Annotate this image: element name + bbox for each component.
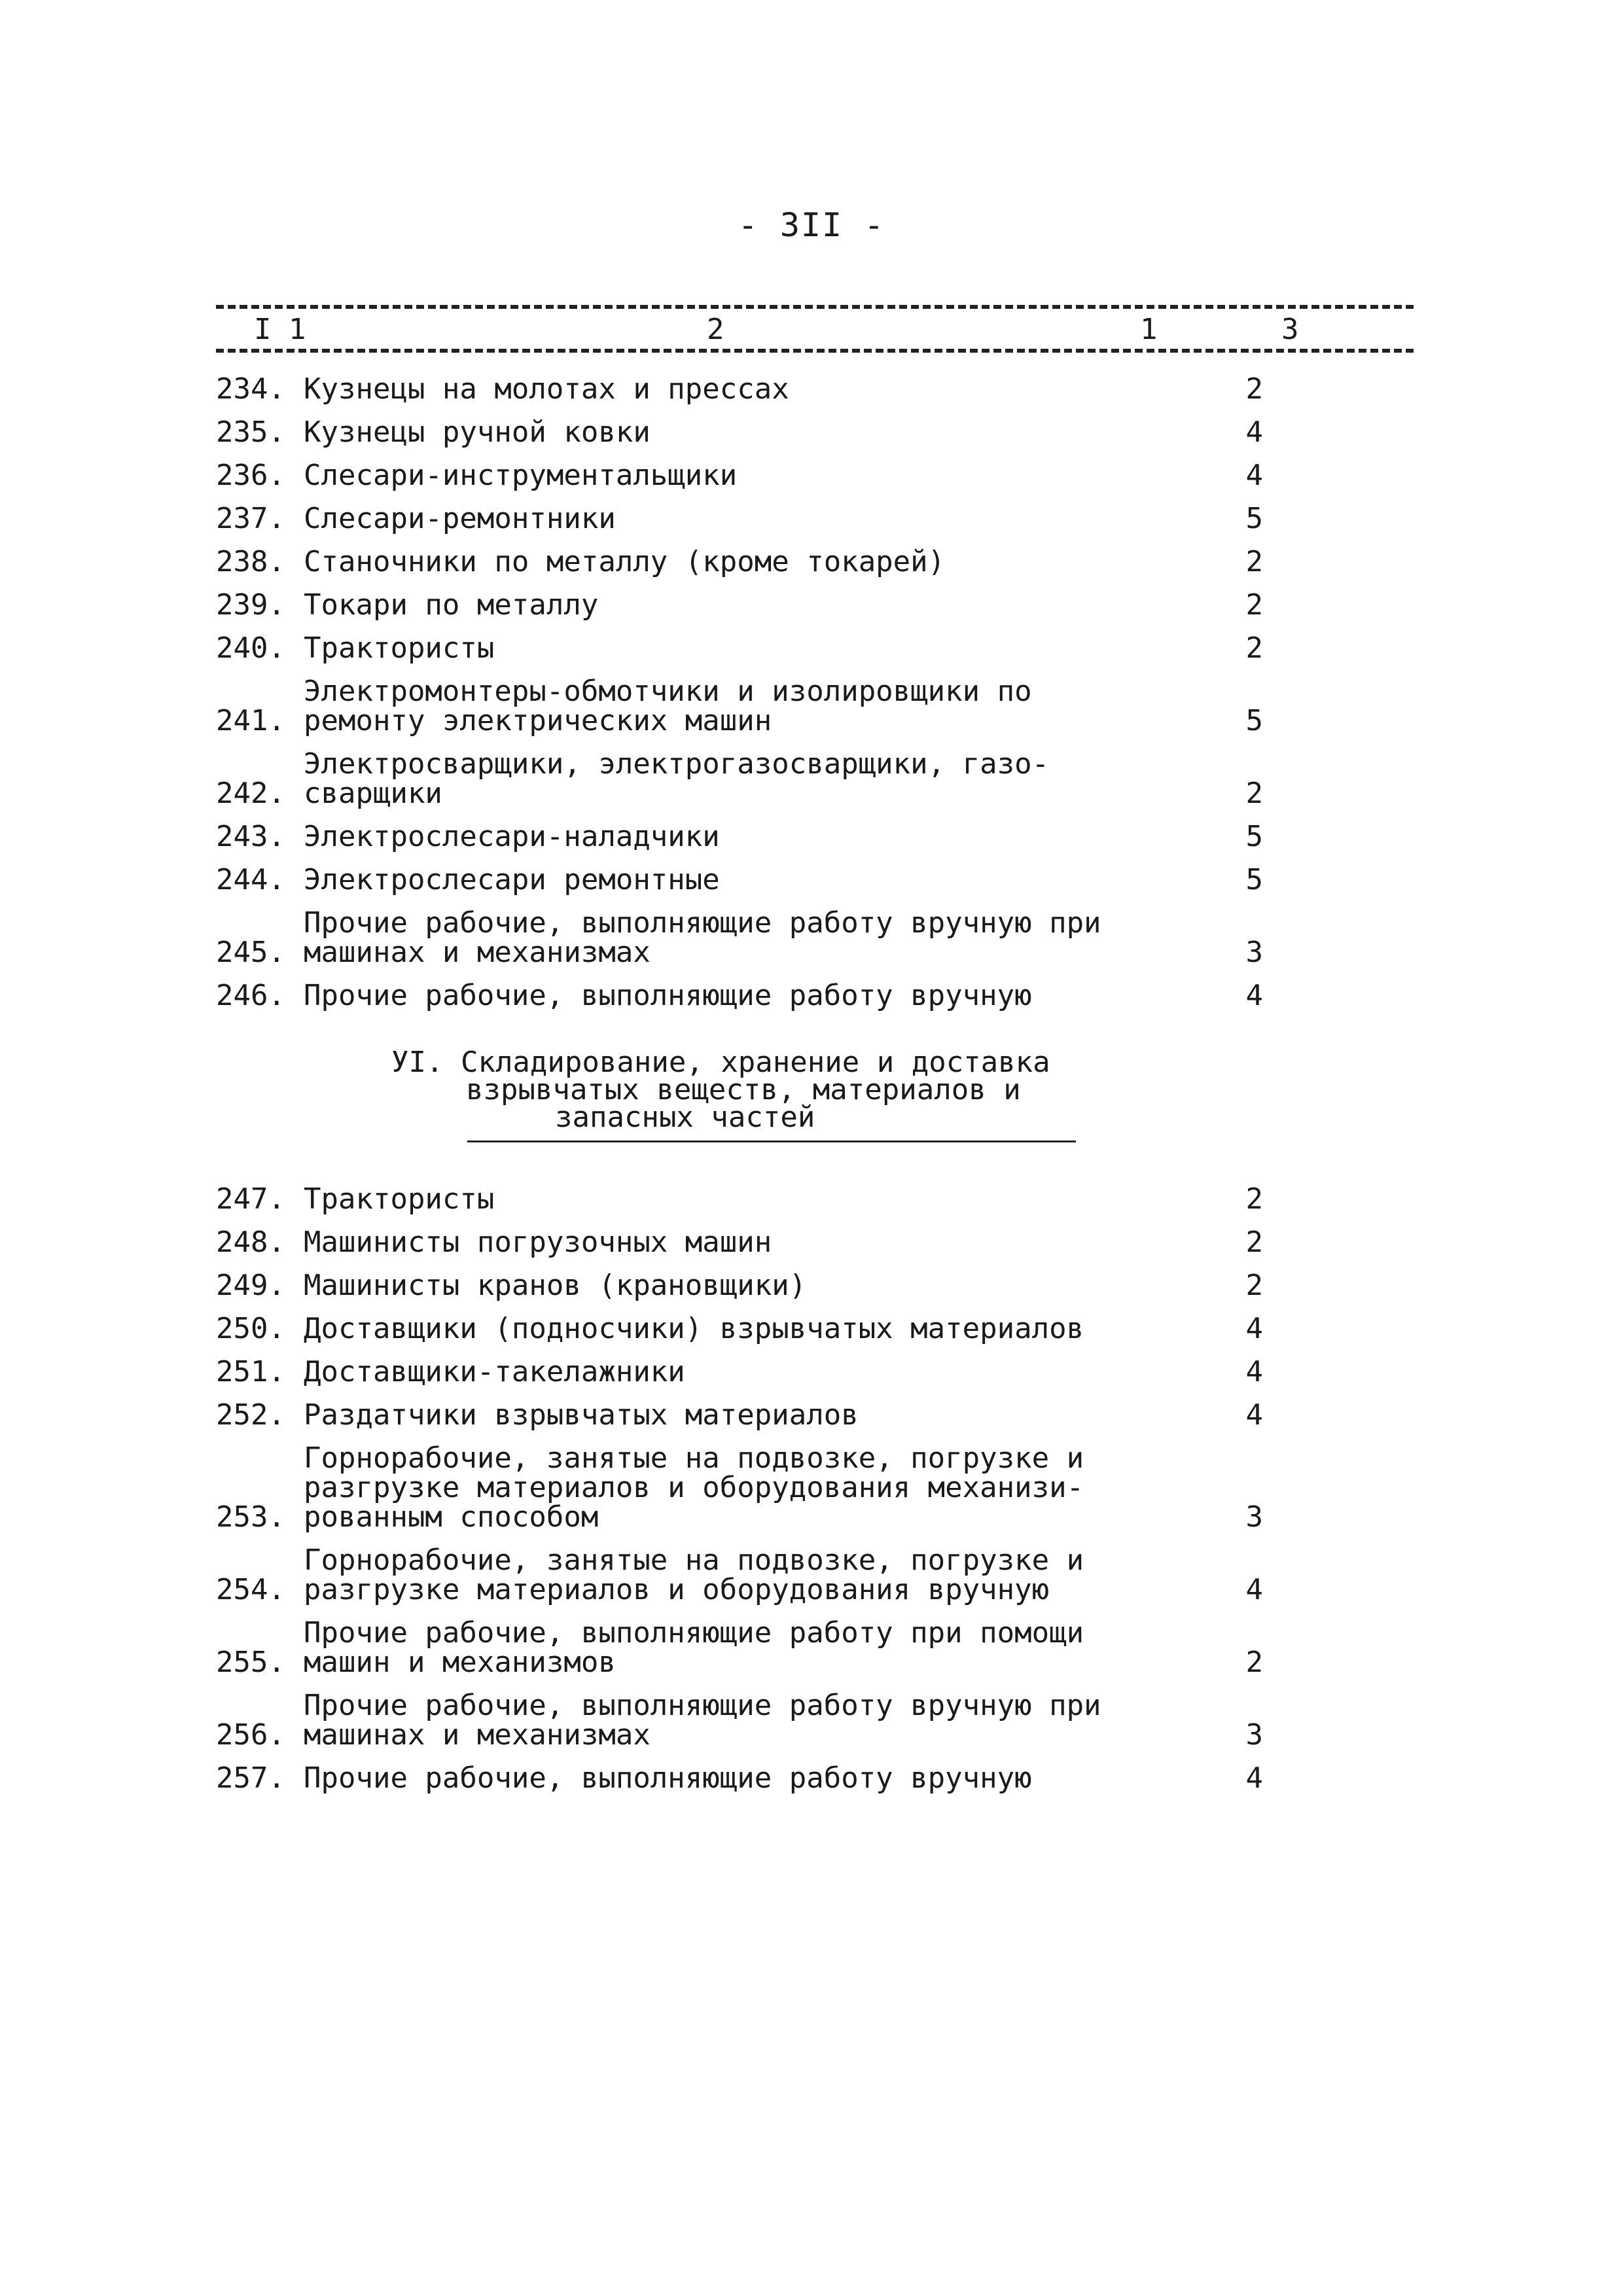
row-number: 240.: [216, 631, 285, 665]
row-number: 245.: [216, 936, 285, 969]
row-occupation: Доставщики (подносчики) взрывчатых материалов: [304, 1312, 1084, 1345]
row-value: 2: [1245, 1226, 1263, 1259]
row-number: 241.: [216, 704, 285, 737]
row-occupation: Прочие рабочие, выполняющие работу вручную при машинах и механизмах: [304, 1689, 1101, 1752]
row-value: 2: [1245, 777, 1263, 810]
row-value: 2: [1245, 1269, 1263, 1302]
row-occupation: Станочники по металлу (кроме токарей): [304, 545, 946, 578]
row-occupation: Прочие рабочие, выполняющие работу вручную: [304, 979, 1032, 1012]
table-row: [216, 633, 1276, 663]
section-heading-line-3: запасных частей: [555, 1101, 815, 1134]
row-occupation: Токари по металлу: [304, 588, 599, 622]
header-col-1: I 1: [254, 313, 306, 346]
table-row: [216, 417, 1276, 447]
row-number: 257.: [216, 1761, 285, 1795]
row-value: 4: [1245, 1398, 1263, 1432]
table-part-1: [216, 374, 1276, 1024]
row-occupation: Горнорабочие, занятые на подвозке, погрузке и разгрузке материалов и оборудования механизи- рованным способом: [304, 1441, 1084, 1534]
row-occupation: Раздатчики взрывчатых материалов: [304, 1398, 859, 1432]
row-value: 5: [1245, 863, 1263, 896]
row-occupation: Трактористы: [304, 631, 495, 665]
row-number: 256.: [216, 1718, 285, 1752]
row-number: 238.: [216, 545, 285, 578]
section-heading-line-1: УI. Складирование, хранение и доставка: [391, 1046, 1050, 1079]
row-value: 4: [1245, 1573, 1263, 1606]
row-value: 4: [1245, 459, 1263, 492]
table-row: [216, 1691, 1276, 1750]
row-value: 2: [1245, 1646, 1263, 1679]
row-value: 2: [1245, 631, 1263, 665]
row-number: 235.: [216, 415, 285, 449]
table-row: [216, 1357, 1276, 1386]
table-row: [216, 547, 1276, 576]
row-number: 251.: [216, 1355, 285, 1388]
row-occupation: Кузнецы ручной ковки: [304, 415, 651, 449]
page-number: - 3II -: [738, 206, 885, 244]
row-value: 5: [1245, 704, 1263, 737]
row-number: 243.: [216, 820, 285, 853]
row-occupation: Доставщики-такелажники: [304, 1355, 685, 1388]
row-occupation: Электросварщики, электрогазосварщики, газо- сварщики: [304, 747, 1050, 810]
table-row: [216, 1400, 1276, 1430]
row-value: 2: [1245, 588, 1263, 622]
row-value: 2: [1245, 545, 1263, 578]
row-value: 3: [1245, 1718, 1263, 1752]
section-underline: [467, 1140, 1076, 1142]
row-occupation: Кузнецы на молотах и прессах: [304, 372, 789, 406]
row-number: 236.: [216, 459, 285, 492]
table-header: [216, 313, 1414, 348]
row-occupation: Машинисты погрузочных машин: [304, 1226, 772, 1259]
table-row: [216, 1618, 1276, 1677]
row-number: 242.: [216, 777, 285, 810]
table-row: [216, 749, 1276, 808]
table-row: [216, 677, 1276, 735]
row-occupation: Прочие рабочие, выполняющие работу при помощи машин и механизмов: [304, 1616, 1084, 1679]
table-row: [216, 1184, 1276, 1214]
header-bottom-rule: [216, 349, 1414, 353]
row-value: 5: [1245, 502, 1263, 535]
table-row: [216, 1227, 1276, 1257]
table-row: [216, 981, 1276, 1010]
row-occupation: Электрослесари-наладчики: [304, 820, 720, 853]
row-value: 2: [1245, 1182, 1263, 1216]
row-number: 248.: [216, 1226, 285, 1259]
row-number: 250.: [216, 1312, 285, 1345]
table-row: [216, 1545, 1276, 1604]
table-row: [216, 374, 1276, 404]
row-number: 249.: [216, 1269, 285, 1302]
table-row: [216, 822, 1276, 851]
table-row: [216, 865, 1276, 894]
row-occupation: Слесари-ремонтники: [304, 502, 616, 535]
row-number: 246.: [216, 979, 285, 1012]
header-separator: 1: [1140, 313, 1158, 346]
section-heading: [391, 1046, 1085, 1134]
section-heading-line-2: взрывчатых веществ, материалов и: [466, 1073, 1021, 1106]
table-row: [216, 590, 1276, 620]
row-number: 252.: [216, 1398, 285, 1432]
row-value: 4: [1245, 415, 1263, 449]
table-row: [216, 1763, 1276, 1793]
row-value: 4: [1245, 979, 1263, 1012]
header-col-3: 3: [1281, 313, 1299, 346]
header-col-2: 2: [707, 313, 724, 346]
row-occupation: Трактористы: [304, 1182, 495, 1216]
table-row: [216, 1314, 1276, 1343]
row-number: 254.: [216, 1573, 285, 1606]
row-occupation: Горнорабочие, занятые на подвозке, погрузке и разгрузке материалов и оборудования вручную: [304, 1544, 1084, 1606]
row-value: 4: [1245, 1355, 1263, 1388]
row-occupation: Машинисты кранов (крановщики): [304, 1269, 807, 1302]
table-row: [216, 504, 1276, 533]
table-part-2: [216, 1184, 1276, 1807]
row-occupation: Слесари-инструментальщики: [304, 459, 738, 492]
table-row: [216, 1271, 1276, 1300]
table-row: [216, 908, 1276, 967]
row-occupation: Электромонтеры-обмотчики и изолировщики по ремонту электрических машин: [304, 675, 1032, 737]
table-row: [216, 1443, 1276, 1532]
row-number: 255.: [216, 1646, 285, 1679]
row-number: 237.: [216, 502, 285, 535]
row-number: 247.: [216, 1182, 285, 1216]
row-number: 253.: [216, 1500, 285, 1534]
row-value: 3: [1245, 936, 1263, 969]
row-value: 4: [1245, 1312, 1263, 1345]
row-number: 239.: [216, 588, 285, 622]
header-top-rule: [216, 305, 1414, 309]
row-occupation: Прочие рабочие, выполняющие работу вручную: [304, 1761, 1032, 1795]
row-value: 5: [1245, 820, 1263, 853]
row-number: 244.: [216, 863, 285, 896]
row-value: 4: [1245, 1761, 1263, 1795]
row-occupation: Электрослесари ремонтные: [304, 863, 720, 896]
row-occupation: Прочие рабочие, выполняющие работу вручную при машинах и механизмах: [304, 906, 1101, 969]
row-value: 3: [1245, 1500, 1263, 1534]
row-value: 2: [1245, 372, 1263, 406]
row-number: 234.: [216, 372, 285, 406]
table-row: [216, 461, 1276, 490]
